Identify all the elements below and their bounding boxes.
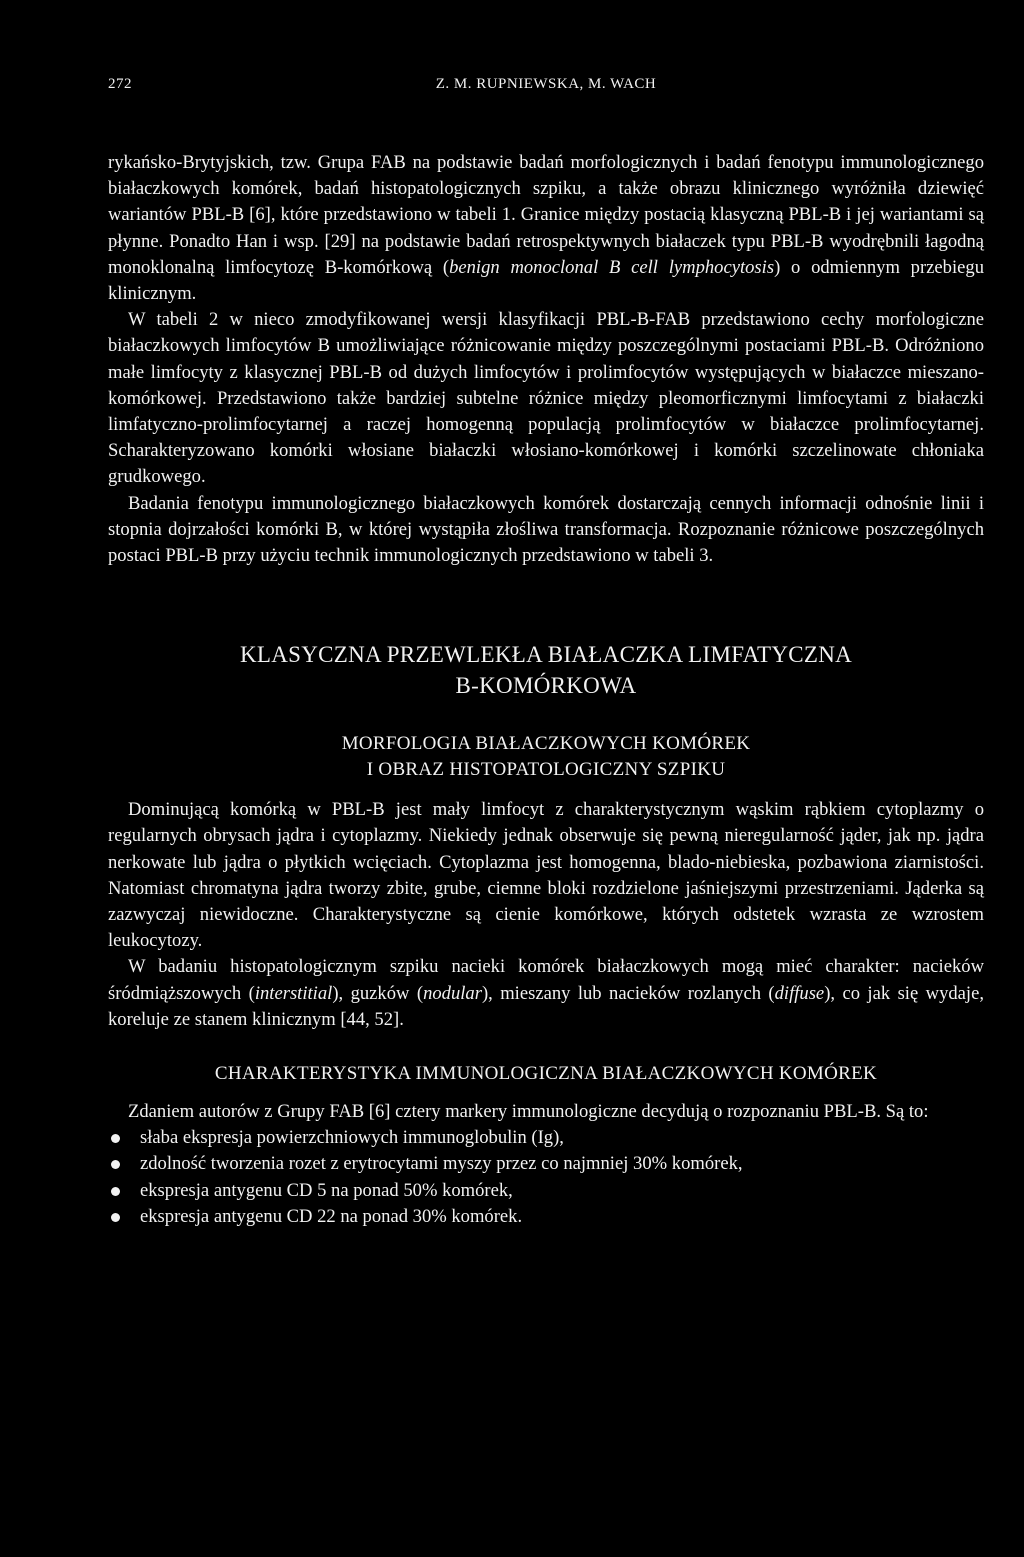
paragraph-fab-variants: rykańsko-Brytyjskich, tzw. Grupa FAB na podstawie badań morfologicznych i badań fenotypu immunologicznego białaczkowych komórek, badań histopatologicznych szpiku, a także obrazu klinicznego wyróżniła dziewięć wariantów PBL-B [6], które przedstawiono w tabeli 1. Granice między postacią klasyczną PBL-B i jej wariantami są płynne. Ponadto Han i wsp. [29] na podstawie badań retrospektywnych białaczek typu PBL-B wyodrębnili łagodną monoklonalną limfocytozę B-komórkową (benign monoclonal B cell lymphocytosis) o odmiennym przebiegu klinicznym. xyxy=(108,152,984,305)
subsection-title-immunology: CHARAKTERYSTYKA IMMUNOLOGICZNA BIAŁACZKOWYCH KOMÓREK xyxy=(214,1063,878,1085)
bullet-icon xyxy=(111,1213,120,1222)
list-item: ekspresja antygenu CD 22 na ponad 30% komórek. xyxy=(108,1204,984,1230)
running-header-authors: Z. M. RUPNIEWSKA, M. WACH xyxy=(435,76,657,92)
running-header xyxy=(108,60,984,100)
list-item: słaba ekspresja powierzchniowych immunoglobulin (Ig), xyxy=(108,1125,984,1151)
paragraph-table-3: Badania fenotypu immunologicznego białaczkowych komórek dostarczają cennych informacji odnośnie linii i stopnia dojrzałości komórki B, w której wystąpiła złośliwa transformacja. Rozpoznanie różnicowe poszczególnych postaci PBL-B przy użyciu technik immunologicznych przedstawiono w tabeli 3. xyxy=(108,492,984,567)
marker-list xyxy=(108,1125,984,1230)
paragraph-histopathology: W badaniu histopatologicznym szpiku nacieki komórek białaczkowych mogą mieć charakter: nacieków śródmiąższowych (interstitial), guzków (nodular), mieszany lub nacieków rozlanych (diffuse), co jak się wydaje, koreluje ze stanem klinicznym [44, 52]. xyxy=(108,956,984,1030)
subsection-title-morphology: MORFOLOGIA BIAŁACZKOWYCH KOMÓREK I OBRAZ HISTOPATOLOGICZNY SZPIKU xyxy=(341,733,751,781)
bullet-icon xyxy=(111,1187,120,1196)
document-page xyxy=(108,60,984,1230)
bullet-icon xyxy=(111,1160,120,1169)
paragraph-table-2: W tabeli 2 w nieco zmodyfikowanej wersji klasyfikacji PBL-B-FAB przedstawiono cechy morfologiczne białaczkowych limfocytów B umożliwiające różnicowanie między poszczególnymi postaciami PBL-B. Odróżniono małe limfocyty z klasycznej PBL-B od dużych limfocytów i prolimfocytów występujących w białaczce mieszano-komórkowej. Przedstawiono także bardziej subtelne różnice między pleomorficznymi limfocytami z białaczki limfatyczno-prolimfocytarnej a raczej homogenną populacją prolimfocytów w białaczce prolimfocytarnej. Scharakteryzowano komórki włosiane białaczki włosiano-komórkowej i komórki szczelinowate chłoniaka grudkowego. xyxy=(108,309,984,488)
bullet-icon xyxy=(111,1134,120,1143)
paragraph-dominant-cell: Dominującą komórką w PBL-B jest mały limfocyt z charakterystycznym wąskim rąbkiem cytoplazmy o regularnych obrysach jądra i cytoplazmy. Niekiedy jednak obserwuje się pewną nieregularność jąder, jak np. jądra nerkowate lub jądra o płytkich wcięciach. Cytoplazma jest homogenna, blado-niebieska, pozbawiona ziarnistości. Natomiast chromatyna jądra tworzy zbite, grube, ciemne bloki rozdzielone jaśniejszymi przestrzeniami. Jąderka są zazwyczaj niewidoczne. Charakterystyczne są cienie komórkowe, których odstetek wzrasta ze wzrostem leukocytozy. xyxy=(108,799,984,952)
list-item: ekspresja antygenu CD 5 na ponad 50% komórek, xyxy=(108,1178,984,1204)
paragraph-fab-markers: Zdaniem autorów z Grupy FAB [6] cztery markery immunologiczne decydują o rozpoznaniu PBL-B. Są to: xyxy=(128,1101,929,1123)
page-number: 272 xyxy=(108,76,132,92)
list-item: zdolność tworzenia rozet z erytrocytami myszy przez co najmniej 30% komórek, xyxy=(108,1151,984,1177)
body-text xyxy=(108,150,984,569)
section-title: KLASYCZNA PRZEWLEKŁA BIAŁACZKA LIMFATYCZNA B-KOMÓRKOWA xyxy=(239,642,853,699)
